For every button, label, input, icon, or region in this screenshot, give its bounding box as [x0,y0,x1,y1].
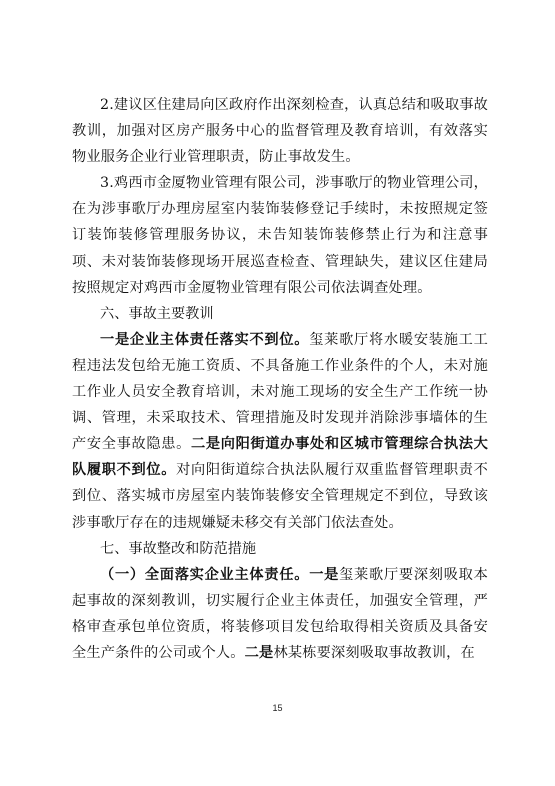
paragraph-measures [72,562,488,666]
measure-1-sub-1-label: 一是 [309,566,340,583]
lesson-1-text: 玺莱歌厅将水暖安装施工工程违法发包给无施工资质、不具备施工作业条件的个人，未对施工作业人员安全教育培训，未对施工现场的安全生产工作统一协调、管理，未采取技术、管理措施及时发现并消除涉事墙体的生产安全事故隐患。 [72,331,488,453]
paragraph-item-2 [72,92,488,170]
paragraph-item-3 [72,170,488,300]
page-number: 15 [272,703,283,713]
paragraph-item-3-text: 3.鸡西市金厦物业管理有限公司，涉事歌厅的物业管理公司，在为涉事歌厅办理房屋室内装饰装修登记手续时，未按照规定签订装饰装修管理服务协议，未告知装饰装修禁止行为和注意事项、未对装饰装修现场开展巡查检查、管理缺失，建议区住建局按照规定对鸡西市金厦物业管理有限公司依法调查处理。 [72,175,489,296]
lesson-1-title: 一是企业主体责任落实不到位。 [100,331,310,348]
document-body [72,92,488,666]
measure-1-sub-2-text: 林某栋要深刻吸取事故教训，在 [273,644,475,661]
paragraph-lessons [72,327,488,536]
section-heading-six: 六、事故主要教训 [100,305,214,322]
measure-1-sub-1-text: 玺莱歌厅要深刻吸取本起事故的深刻教训，切实履行企业主体责任，加强安全管理，严格审查承包单位资质，将装修项目发包给取得相关资质及具备安全生产条件的公司或个人。 [72,566,488,661]
measure-1-title: （一）全面落实企业主体责任。 [100,566,310,583]
lesson-2-text: 对向阳街道综合执法队履行双重监督管理职责不到位、落实城市房屋室内装饰装修安全管理规定不到位，导致该涉事歌厅存在的违规嫌疑未移交有关部门依法查处。 [72,462,488,531]
section-heading-seven: 七、事故整改和防范措施 [100,540,257,557]
lesson-2-title: 二是向阳街道办事处和区城市管理综合执法大队履职不到位。 [72,436,488,479]
measure-1-sub-2-label: 二是 [244,644,274,661]
paragraph-item-2-text: 2.建议区住建局向区政府作出深刻检查，认真总结和吸取事故教训，加强对区房产服务中心的监督管理及教育培训，有效落实物业服务企业行业管理职责，防止事故发生。 [72,97,489,166]
